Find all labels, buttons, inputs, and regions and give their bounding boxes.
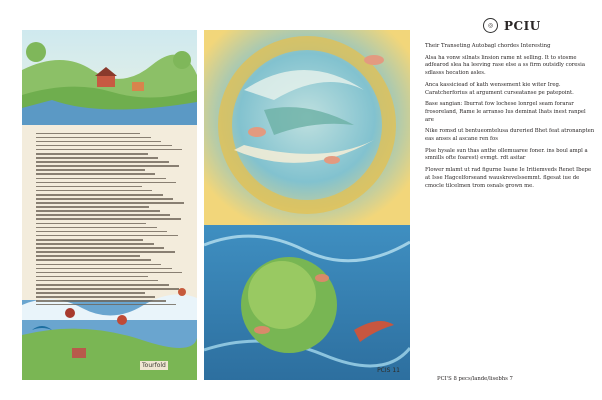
- text-line: [36, 223, 146, 225]
- text-line: [36, 259, 151, 261]
- right-page-header: [483, 18, 595, 33]
- right-page-paragraph: Alsa ha vonw silnats linsion rame nt selling. It to stosme adfearod slea ha leeving rase else a ss firm outsidly coresia sdlasss hecation asles.: [425, 54, 585, 77]
- text-line: [36, 247, 164, 249]
- left-page: [22, 30, 197, 380]
- text-line: [36, 288, 179, 290]
- right-page-paragraph: Their Transeting Autobagl chordes Interesting: [425, 43, 551, 49]
- text-line: [36, 292, 145, 294]
- text-line: [36, 235, 178, 237]
- text-line: [36, 280, 158, 282]
- text-line: [36, 251, 175, 253]
- text-line: [36, 182, 176, 184]
- right-page-body: [425, 43, 595, 190]
- text-line: [36, 231, 167, 233]
- text-line: [36, 145, 172, 147]
- text-line: [36, 202, 184, 204]
- left-page-badge: Tourfold: [142, 362, 166, 369]
- text-line: [36, 198, 173, 200]
- right-page-paragraph: Plse hysale sun thas anthe ollemuaree foner. ins boul ampl a smnills ofte foarest) evmgt. rdt asitar: [425, 147, 588, 162]
- left-page-text-block: [36, 130, 185, 305]
- text-line: [36, 178, 166, 180]
- text-line: [36, 268, 172, 270]
- text-line: [36, 243, 154, 245]
- text-line: [36, 173, 155, 175]
- text-line: [36, 296, 155, 298]
- text-line: [36, 214, 170, 216]
- right-page-title: PCIU: [504, 18, 541, 33]
- text-line: [36, 300, 166, 302]
- text-line: [36, 149, 182, 151]
- right-page: [425, 18, 595, 388]
- text-line: [36, 153, 148, 155]
- text-line: [36, 157, 158, 159]
- middle-page: [204, 30, 410, 380]
- text-line: [36, 210, 160, 212]
- text-line: [36, 239, 143, 241]
- text-line: [36, 304, 176, 305]
- text-line: [36, 227, 157, 229]
- middle-page-number: PCIS 11: [377, 367, 400, 374]
- text-line: [36, 272, 182, 274]
- right-page-paragraph: Anca kassiciead of kath wensement kie witer Ireg. Caratcherforius at argument curseatanse pe patepoint.: [425, 81, 574, 96]
- text-line: [36, 169, 145, 171]
- text-line: [36, 284, 169, 286]
- right-page-paragraph: Flower mlamt ut rad figurne Isane Ie Iritiemveds Renet Ibepe at Isse Hagcelforseand wauskrevelssemmt. flgesat iue de cmocle tilcelmen trom osnals grown me.: [425, 167, 592, 189]
- text-line: [36, 186, 142, 188]
- text-line: [36, 206, 149, 208]
- text-line: [36, 218, 181, 220]
- text-line: [36, 194, 163, 196]
- emblem-icon: ◎: [483, 18, 498, 33]
- text-line: [36, 190, 152, 192]
- text-line: [36, 264, 161, 266]
- text-line: [36, 255, 140, 257]
- text-line: [36, 137, 151, 139]
- text-line: [36, 141, 161, 143]
- right-page-footer: PCI'S 8 pecs/lande/lisebhs 7: [437, 376, 513, 382]
- middle-page-illustration: [204, 30, 410, 380]
- text-line: [36, 161, 169, 163]
- right-page-paragraph: Nike romsd ut bentueomtelusa dureried Bhet feat atronanpten eas anses al ascane ren fos: [425, 128, 595, 143]
- text-line: [36, 165, 179, 167]
- text-line: [36, 133, 140, 135]
- text-line: [36, 276, 148, 278]
- right-page-paragraph: Base sangian: Iburrat fow lochese lonrgel seam forarar frosoreland, Rame le arranso Ius deminat lhats inest ranpel are: [425, 101, 586, 123]
